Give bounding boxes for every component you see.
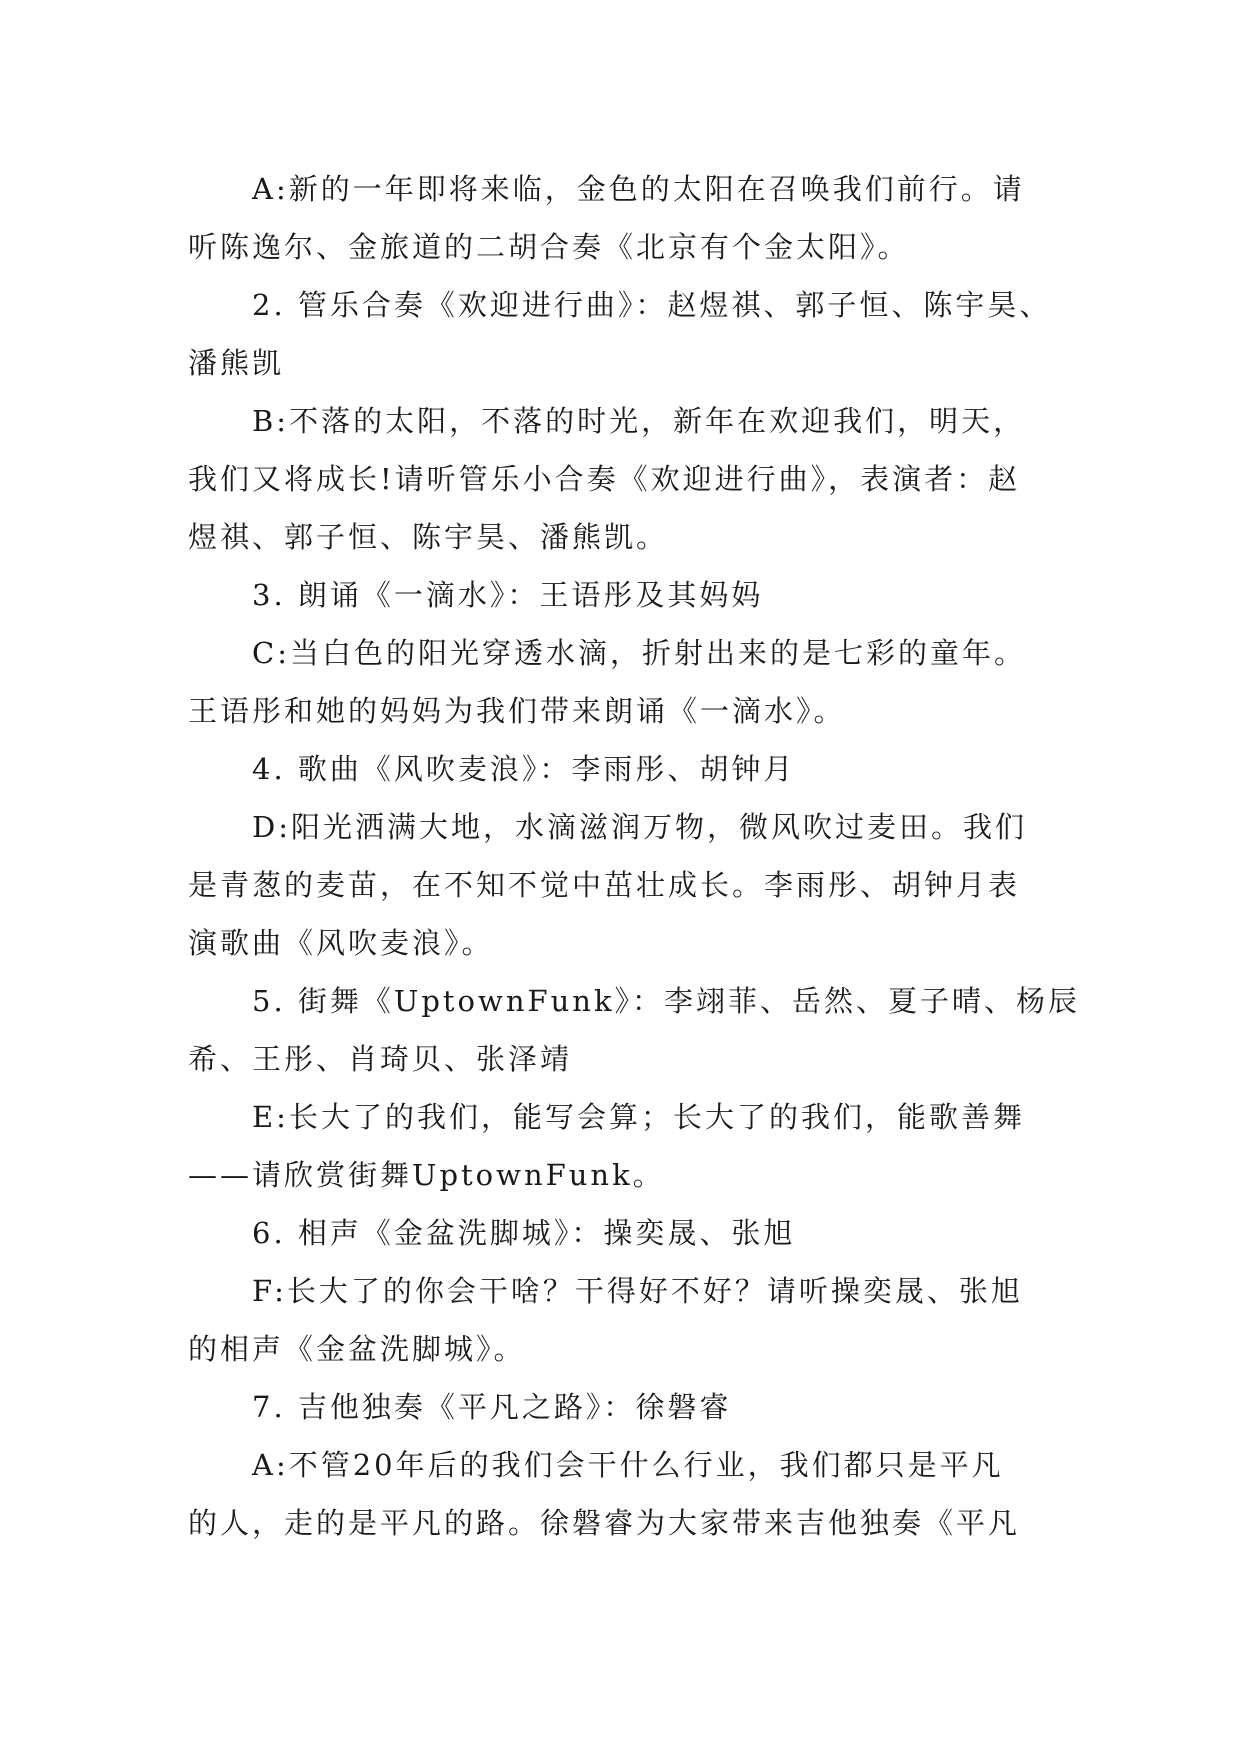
text-line: 是青葱的麦苗，在不知不觉中茁壮成长。李雨彤、胡钟月表 [188,868,1021,902]
text-line: 王语彤和她的妈妈为我们带来朗诵《一滴水》。 [188,694,846,728]
text-line: B:不落的太阳，不落的时光，新年在欢迎我们，明天， [252,404,1026,438]
document-body [188,160,1081,1552]
program-item-heading: 5. 街舞《UptownFunk》：李翊菲、岳然、夏子晴、杨辰 [252,984,1081,1018]
text-line: A:新的一年即将来临，金色的太阳在召唤我们前行。请 [252,172,1025,206]
text-line: C:当白色的阳光穿透水滴，折射出来的是七彩的童年。 [252,636,1026,670]
text-line: F:长大了的你会干啥？干得好不好？请听操奕晟、张旭 [252,1274,1023,1308]
text-line: 的相声《金盆洗脚城》。 [188,1332,526,1366]
text-line: 演歌曲《风吹麦浪》。 [188,926,494,960]
program-item-heading: 2. 管乐合奏《欢迎进行曲》：赵煜祺、郭子恒、陈宇昊、 [252,288,1052,322]
text-line: E:长大了的我们，能写会算；长大了的我们，能歌善舞 [252,1100,1025,1134]
program-item-heading: 3. 朗诵《一滴水》：王语彤及其妈妈 [252,578,764,612]
text-line: 听陈逸尔、金旅道的二胡合奏《北京有个金太阳》。 [188,230,910,264]
program-item-heading: 4. 歌曲《风吹麦浪》：李雨彤、胡钟月 [252,752,796,786]
program-item-heading: 7. 吉他独奏《平凡之路》：徐磐睿 [252,1390,732,1424]
program-item-heading: 6. 相声《金盆洗脚城》：操奕晟、张旭 [252,1216,796,1250]
text-line: 煜祺、郭子恒、陈宇昊、潘熊凯。 [188,520,669,554]
text-line: 希、王彤、肖琦贝、张泽靖 [188,1042,573,1076]
text-line: 我们又将成长!请听管乐小合奏《欢迎进行曲》，表演者：赵 [188,462,1021,496]
text-line: D:阳光洒满大地，水滴滋润万物，微风吹过麦田。我们 [252,810,1028,844]
text-line: 潘熊凯 [188,346,285,380]
text-line: 的人，走的是平凡的路。徐磐睿为大家带来吉他独奏《平凡 [188,1506,1021,1540]
text-line: ——请欣赏街舞UptownFunk。 [188,1158,665,1192]
text-line: A:不管20年后的我们会干什么行业，我们都只是平凡 [252,1448,1004,1482]
